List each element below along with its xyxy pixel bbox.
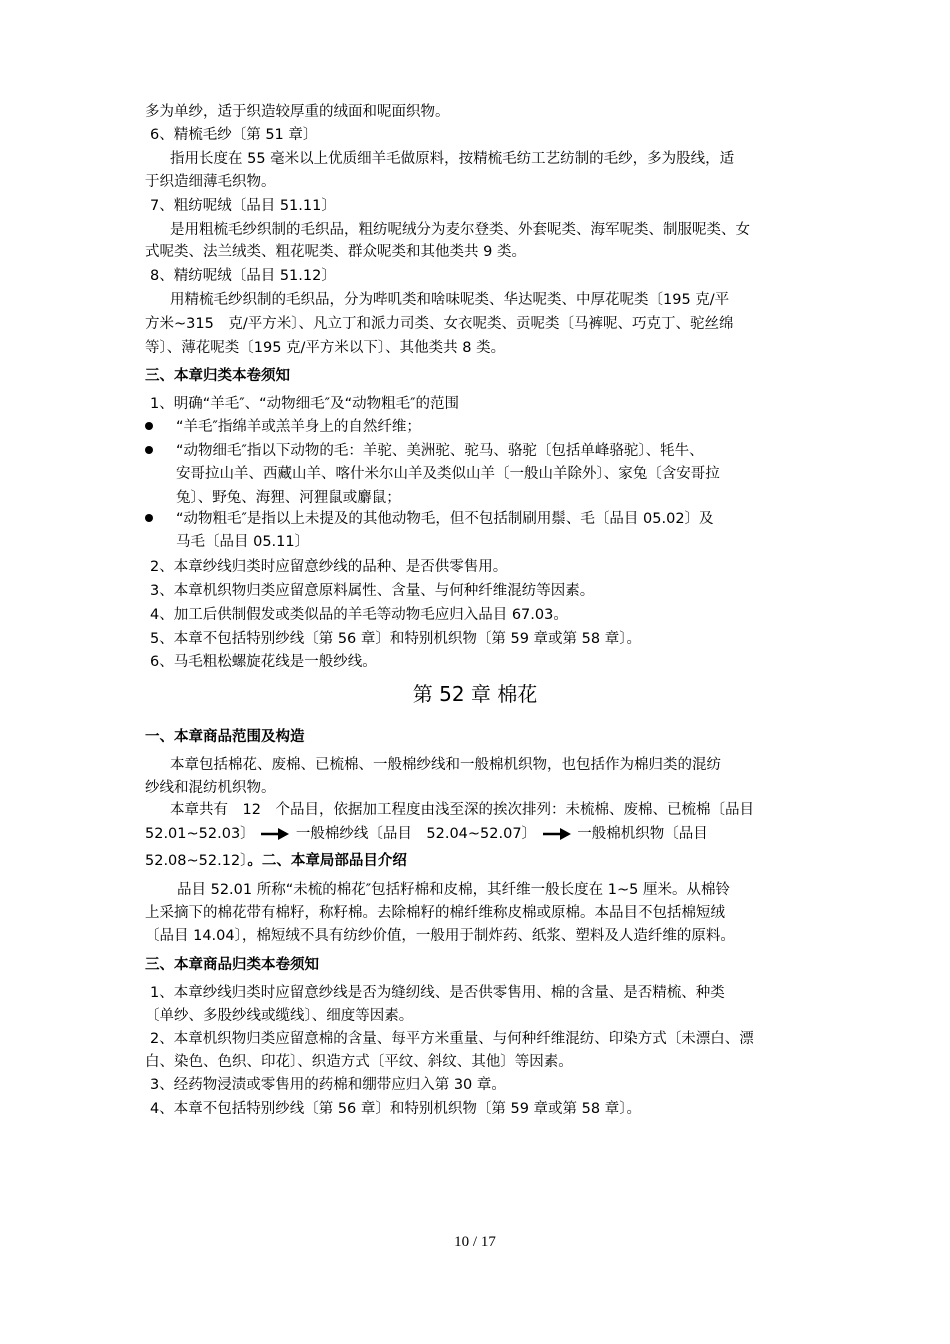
text-line: 本章共有 12 个品目，依据加工程度由浅至深的挨次排列：未梳棉、废棉、已梳棉〔品目: [170, 802, 754, 818]
bullet-icon: [145, 422, 153, 430]
bullet-item-continuation: 安哥拉山羊、西藏山羊、喀什米尔山羊及类似山羊〔一般山羊除外〕、家兔〔含安哥拉: [176, 466, 720, 482]
fabric-range: 一般棉机织物〔品目: [577, 826, 708, 842]
text-line: 用精梳毛纱织制的毛织品，分为哔叽类和啥味呢类、华达呢类、中厚花呢类〔195 克/平: [170, 292, 730, 308]
text-line: 等〕、薄花呢类〔195 克/平方米以下〕、其他类共 8 类。: [145, 340, 506, 356]
text-line: 〔品目 14.04〕，棉短绒不具有纺纱价值，一般用于制炸药、纸浆、塑料及人造纤维的原料。: [145, 928, 735, 944]
list-item: 1、明确“羊毛″、“动物细毛″及“动物粗毛″的范围: [150, 396, 460, 412]
text-line: 式呢类、法兰绒类、粗花呢类、群众呢类和其他类共 9 类。: [145, 244, 526, 260]
arrow-right-icon: [261, 828, 289, 840]
list-item: 1、本章纱线归类时应留意纱线是否为缝纫线、是否供零售用、棉的含量、是否精梳、种类: [150, 985, 725, 1001]
chapter-title: 第 52 章 棉花: [412, 682, 538, 706]
text-line: 于织造细薄毛织物。: [145, 174, 276, 190]
list-item: 3、经药物浸渍或零售用的药棉和绷带应归入第 30 章。: [150, 1077, 506, 1093]
text-line: 上采摘下的棉花带有棉籽，称籽棉。去除棉籽的棉纤维称皮棉或原棉。本品目不包括棉短绒: [145, 905, 725, 921]
text-line: 多为单纱，适于织造较厚重的绒面和呢面织物。: [145, 104, 450, 120]
bullet-icon: [145, 446, 153, 454]
bullet-item: “动物细毛″指以下动物的毛：羊驼、美洲驼、驼马、骆驼〔包括单峰骆驼〕、牦牛、: [176, 443, 704, 459]
text-line: [145, 851, 407, 871]
text-line: 品目 52.01 所称“未梳的棉花″包括籽棉和皮棉，其纤维一般长度在 1~5 厘米。从棉铃: [177, 882, 730, 898]
text-line: 纱线和混纺机织物。: [145, 780, 276, 796]
list-item: 3、本章机织物归类应留意原料属性、含量、与何种纤维混纺等因素。: [150, 583, 595, 599]
bullet-item-continuation: 兔〕、野兔、海狸、河狸鼠或麝鼠；: [176, 490, 401, 506]
list-item: 8、精纺呢绒〔品目 51.12〕: [150, 268, 336, 284]
heading-range: 52.01~52.03〕: [145, 826, 255, 842]
list-item: 5、本章不包括特别纱线〔第 56 章〕和特别机织物〔第 59 章或第 58 章〕。: [150, 631, 641, 647]
text-line: 白、染色、色织、印花〕、织造方式〔平纹、斜纹、其他〕等因素。: [145, 1054, 573, 1070]
text-line: 是用粗梳毛纱织制的毛织品，粗纺呢绒分为麦尔登类、外套呢类、海军呢类、制服呢类、女: [170, 222, 750, 238]
text-line: 〔单纱、多股纱线或缆线〕、细度等因素。: [145, 1008, 414, 1024]
bullet-item: “动物粗毛″是指以上未提及的其他动物毛，但不包括制刷用鬃、毛〔品目 05.02〕及: [176, 511, 714, 527]
list-item: 2、本章机织物归类应留意棉的含量、每平方米重量、与何种纤维混纺、印染方式〔未漂白、漂: [150, 1031, 754, 1047]
list-item: 4、本章不包括特别纱线〔第 56 章〕和特别机织物〔第 59 章或第 58 章〕。: [150, 1101, 641, 1117]
arrow-right-icon: [543, 828, 571, 840]
text-line: 方米~315 克/平方米〕、凡立丁和派力司类、女衣呢类、贡呢类〔马裤呢、巧克丁、驼丝绵: [145, 316, 734, 332]
section-heading: 三、本章商品归类本卷须知: [145, 957, 319, 973]
bullet-item: “羊毛″指绵羊或羔羊身上的自然纤维；: [176, 419, 421, 435]
list-item: 4、加工后供制假发或类似品的羊毛等动物毛应归入品目 67.03。: [150, 607, 568, 623]
list-item: 7、粗纺呢绒〔品目 51.11〕: [150, 198, 336, 214]
text-line: 本章包括棉花、废棉、已梳棉、一般棉纱线和一般棉机织物，也包括作为棉归类的混纺: [170, 757, 721, 773]
list-item: 2、本章纱线归类时应留意纱线的品种、是否供零售用。: [150, 559, 508, 575]
section-heading: 三、本章归类本卷须知: [145, 368, 290, 384]
list-item: 6、马毛粗松螺旋花线是一般纱线。: [150, 654, 377, 670]
bullet-item-continuation: 马毛〔品目 05.11〕: [176, 534, 310, 550]
text-line: [145, 824, 708, 844]
section-heading: 。二、本章局部品目介绍: [247, 853, 407, 869]
yarn-range: 一般棉纱线〔品目 52.04~52.07〕: [295, 826, 537, 842]
heading-range: 52.08~52.12〕: [145, 853, 248, 869]
text-line: 指用长度在 55 毫米以上优质细羊毛做原料，按精梳毛纺工艺纺制的毛纱，多为股线，适: [170, 151, 735, 167]
section-heading: 一、本章商品范围及构造: [145, 729, 305, 745]
bullet-icon: [145, 514, 153, 522]
list-item: 6、精梳毛纱〔第 51 章〕: [150, 127, 318, 143]
page-number: 10 / 17: [454, 1234, 496, 1250]
